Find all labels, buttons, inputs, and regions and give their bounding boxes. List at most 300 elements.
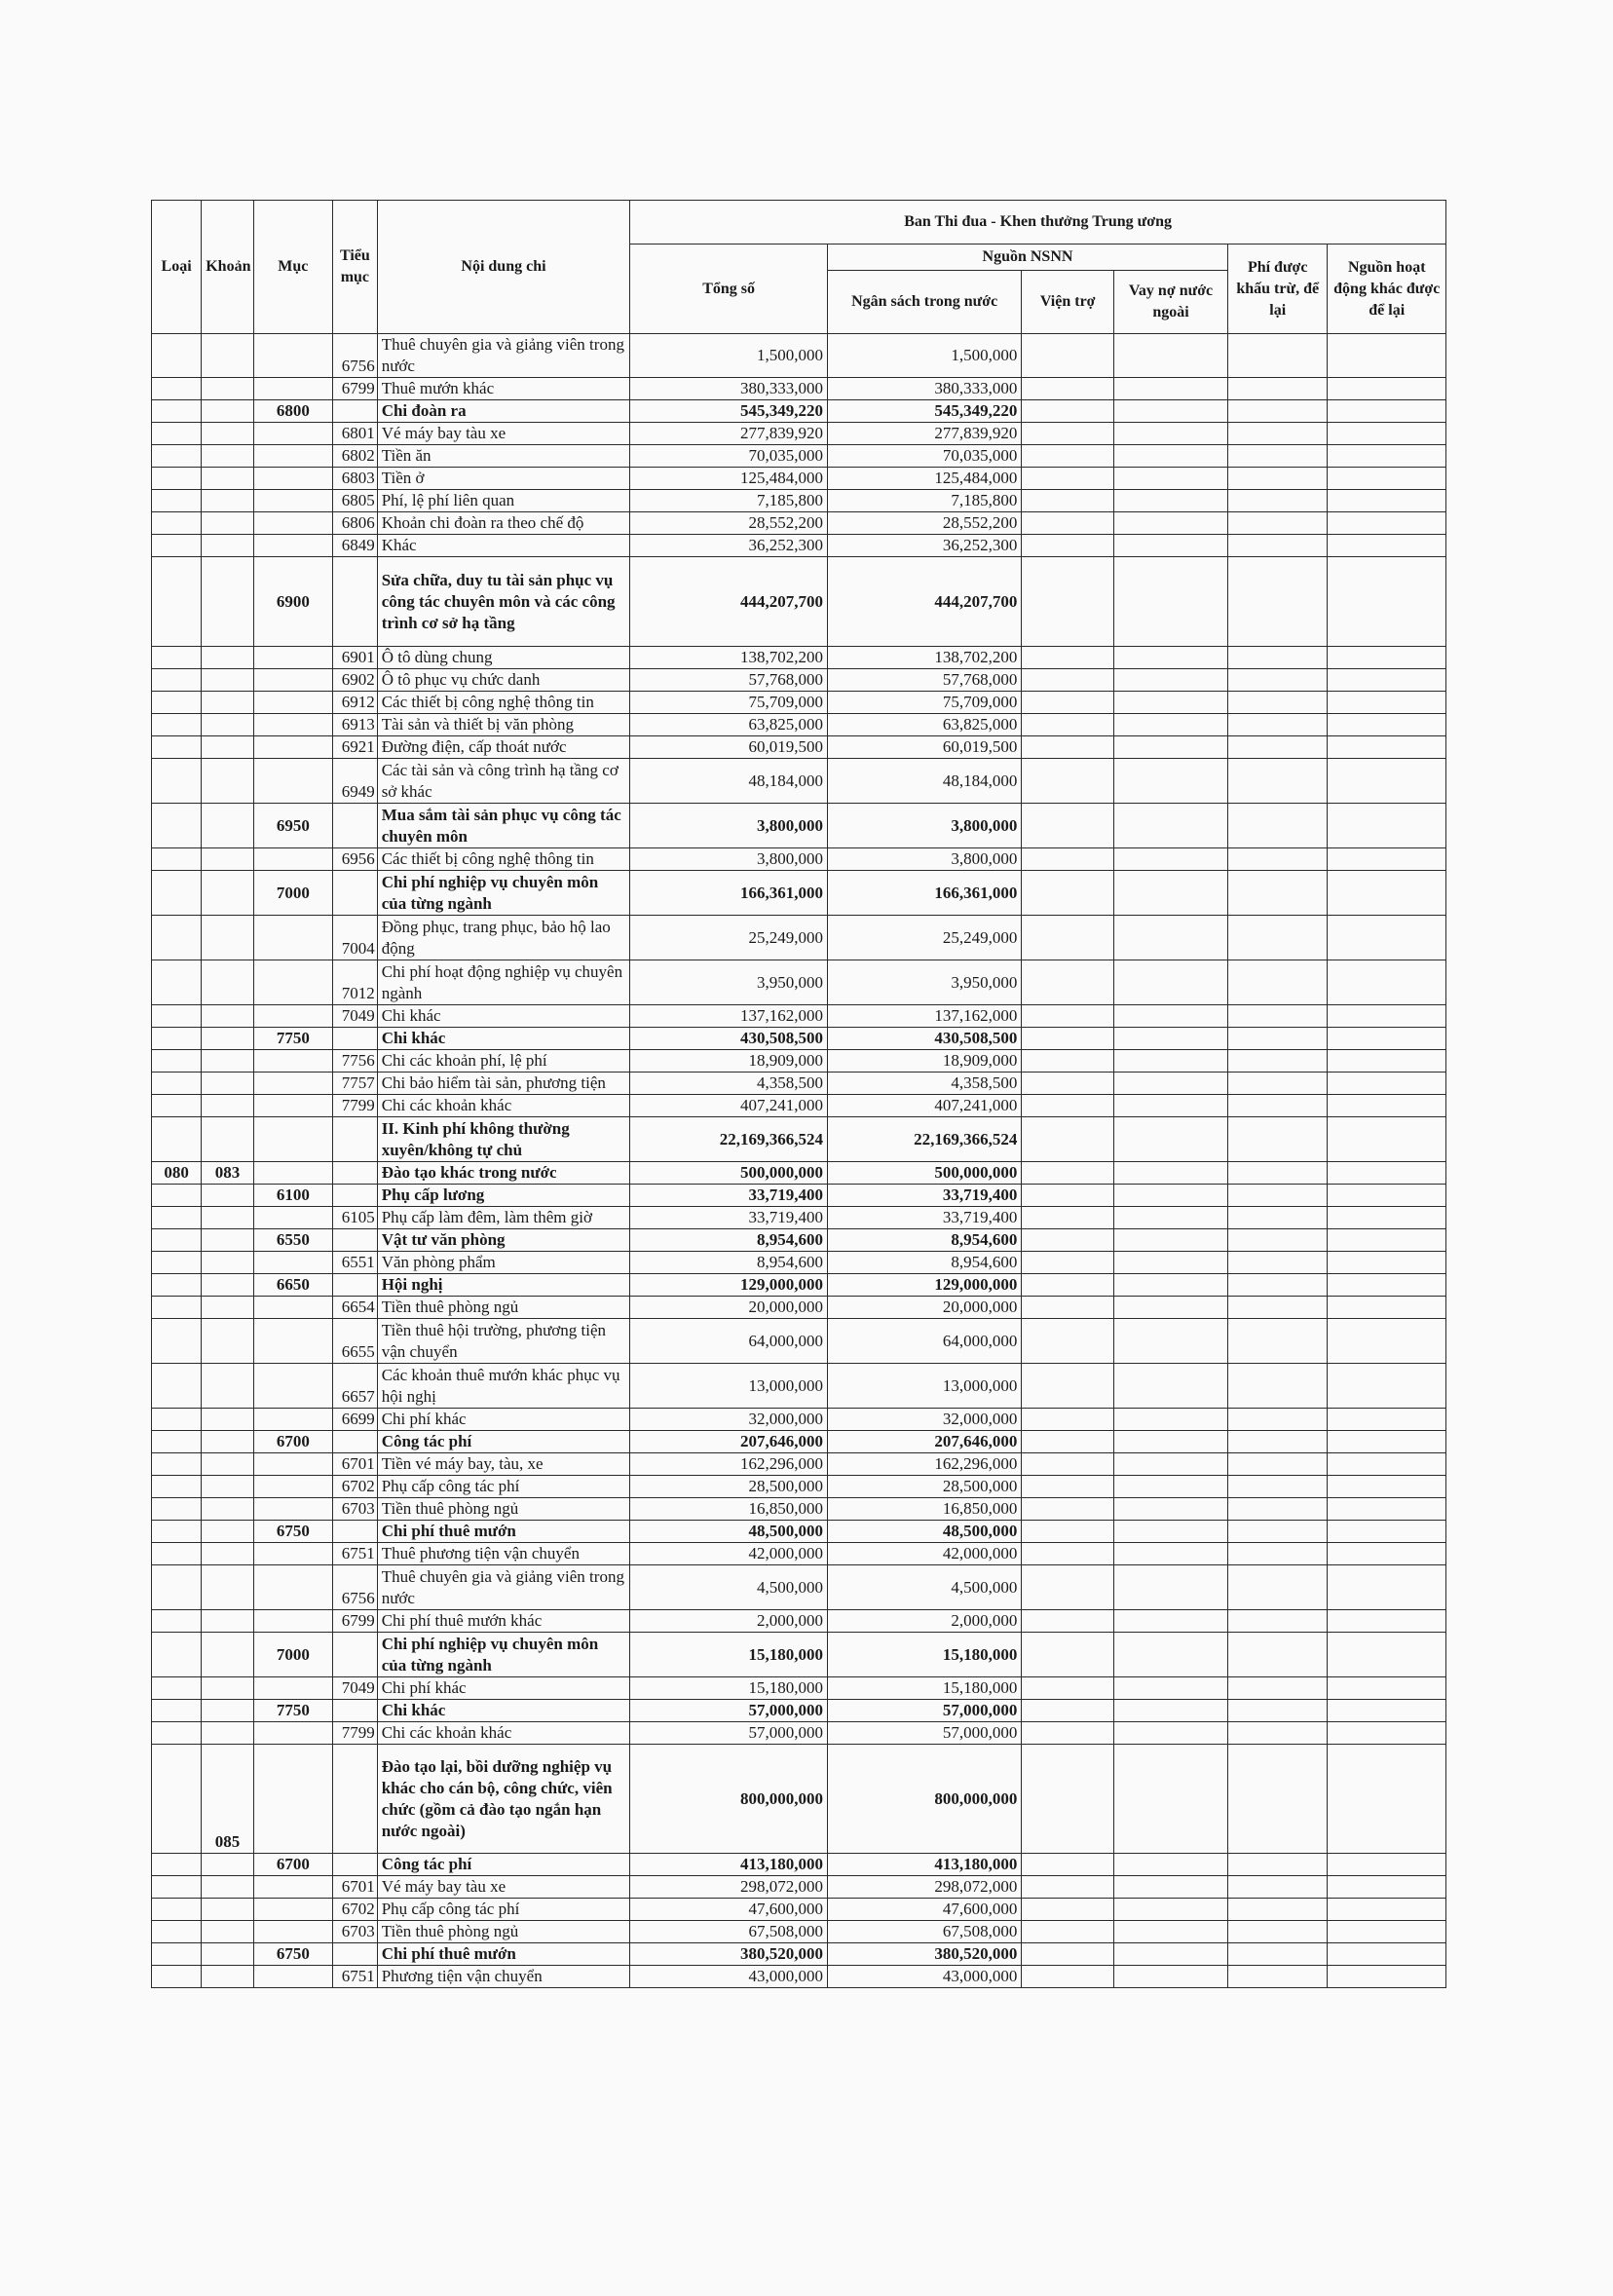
noi-dung-cell: Thuê chuyên gia và giảng viên trong nước — [377, 1565, 630, 1610]
phi-duoc-cell — [1227, 647, 1327, 669]
loai-cell — [152, 1431, 202, 1453]
nguon-khac-cell — [1328, 1876, 1446, 1899]
vien-tro-cell — [1022, 1633, 1114, 1677]
tieu-muc-cell — [333, 1700, 378, 1722]
loai-cell — [152, 1252, 202, 1274]
vien-tro-cell — [1022, 1364, 1114, 1409]
vien-tro-cell — [1022, 1095, 1114, 1117]
table-row — [152, 1899, 1446, 1921]
tieu-muc-cell: 6803 — [333, 468, 378, 490]
khoan-cell — [202, 848, 253, 871]
vay-no-cell — [1114, 1854, 1228, 1876]
muc-cell: 7000 — [253, 1633, 332, 1677]
nguon-khac-cell — [1328, 759, 1446, 804]
header-ngan-sach: Ngân sách trong nước — [827, 271, 1021, 334]
phi-duoc-cell — [1227, 1185, 1327, 1207]
tong-so-cell: 8,954,600 — [630, 1252, 828, 1274]
table-row — [152, 1521, 1446, 1543]
khoan-cell — [202, 1565, 253, 1610]
muc-cell — [253, 1005, 332, 1028]
ngan-sach-cell: 47,600,000 — [827, 1899, 1021, 1921]
loai-cell — [152, 692, 202, 714]
muc-cell — [253, 490, 332, 512]
loai-cell — [152, 378, 202, 400]
loai-cell — [152, 1921, 202, 1943]
ngan-sach-cell: 500,000,000 — [827, 1162, 1021, 1185]
nguon-khac-cell — [1328, 1476, 1446, 1498]
phi-duoc-cell — [1227, 1453, 1327, 1476]
muc-cell: 7000 — [253, 871, 332, 916]
tong-so-cell: 407,241,000 — [630, 1095, 828, 1117]
muc-cell: 7750 — [253, 1700, 332, 1722]
table-row — [152, 1409, 1446, 1431]
khoan-cell — [202, 669, 253, 692]
tieu-muc-cell: 6654 — [333, 1297, 378, 1319]
loai-cell — [152, 1876, 202, 1899]
table-row — [152, 334, 1446, 378]
tong-so-cell: 57,000,000 — [630, 1700, 828, 1722]
khoan-cell — [202, 1943, 253, 1966]
nguon-khac-cell — [1328, 535, 1446, 557]
muc-cell: 6550 — [253, 1229, 332, 1252]
vien-tro-cell — [1022, 1073, 1114, 1095]
muc-cell — [253, 1364, 332, 1409]
muc-cell — [253, 1498, 332, 1521]
noi-dung-cell: Các khoản thuê mướn khác phục vụ hội nghị — [377, 1364, 630, 1409]
vay-no-cell — [1114, 334, 1228, 378]
khoan-cell — [202, 1252, 253, 1274]
table-row — [152, 1073, 1446, 1095]
header-nguon-hoat-dong: Nguồn hoạt động khác được để lại — [1328, 245, 1446, 334]
ngan-sach-cell: 2,000,000 — [827, 1610, 1021, 1633]
vay-no-cell — [1114, 1297, 1228, 1319]
loai-cell — [152, 1073, 202, 1095]
muc-cell — [253, 1899, 332, 1921]
khoan-cell — [202, 1966, 253, 1988]
loai-cell — [152, 871, 202, 916]
ngan-sach-cell: 4,358,500 — [827, 1073, 1021, 1095]
tong-so-cell: 43,000,000 — [630, 1966, 828, 1988]
tieu-muc-cell: 6702 — [333, 1899, 378, 1921]
table-row — [152, 759, 1446, 804]
table-row — [152, 378, 1446, 400]
vien-tro-cell — [1022, 1409, 1114, 1431]
tong-so-cell: 413,180,000 — [630, 1854, 828, 1876]
vien-tro-cell — [1022, 1050, 1114, 1073]
tieu-muc-cell: 6921 — [333, 736, 378, 759]
tong-so-cell: 57,768,000 — [630, 669, 828, 692]
tong-so-cell: 380,333,000 — [630, 378, 828, 400]
nguon-khac-cell — [1328, 916, 1446, 960]
vay-no-cell — [1114, 1476, 1228, 1498]
vay-no-cell — [1114, 1543, 1228, 1565]
khoan-cell — [202, 490, 253, 512]
noi-dung-cell: Chi các khoản khác — [377, 1722, 630, 1745]
tong-so-cell: 75,709,000 — [630, 692, 828, 714]
phi-duoc-cell — [1227, 1854, 1327, 1876]
nguon-khac-cell — [1328, 960, 1446, 1005]
khoan-cell — [202, 1921, 253, 1943]
phi-duoc-cell — [1227, 1252, 1327, 1274]
loai-cell — [152, 669, 202, 692]
phi-duoc-cell — [1227, 669, 1327, 692]
table-row — [152, 1677, 1446, 1700]
tong-so-cell: 13,000,000 — [630, 1364, 828, 1409]
vien-tro-cell — [1022, 1207, 1114, 1229]
muc-cell — [253, 535, 332, 557]
vien-tro-cell — [1022, 1252, 1114, 1274]
nguon-khac-cell — [1328, 804, 1446, 848]
table-row — [152, 1966, 1446, 1988]
tieu-muc-cell: 6701 — [333, 1453, 378, 1476]
nguon-khac-cell — [1328, 1854, 1446, 1876]
phi-duoc-cell — [1227, 1050, 1327, 1073]
loai-cell — [152, 1854, 202, 1876]
nguon-khac-cell — [1328, 1745, 1446, 1854]
phi-duoc-cell — [1227, 1921, 1327, 1943]
table-row — [152, 960, 1446, 1005]
tieu-muc-cell: 7012 — [333, 960, 378, 1005]
header-nguon-nsnn: Nguồn NSNN — [827, 245, 1227, 271]
tieu-muc-cell: 6912 — [333, 692, 378, 714]
phi-duoc-cell — [1227, 1745, 1327, 1854]
ngan-sach-cell: 207,646,000 — [827, 1431, 1021, 1453]
noi-dung-cell: Các thiết bị công nghệ thông tin — [377, 848, 630, 871]
vay-no-cell — [1114, 1005, 1228, 1028]
muc-cell — [253, 1162, 332, 1185]
vien-tro-cell — [1022, 714, 1114, 736]
table-row — [152, 1610, 1446, 1633]
ngan-sach-cell: 20,000,000 — [827, 1297, 1021, 1319]
table-row — [152, 848, 1446, 871]
muc-cell — [253, 512, 332, 535]
ngan-sach-cell: 33,719,400 — [827, 1185, 1021, 1207]
ngan-sach-cell: 3,950,000 — [827, 960, 1021, 1005]
phi-duoc-cell — [1227, 1073, 1327, 1095]
ngan-sach-cell: 166,361,000 — [827, 871, 1021, 916]
table-row — [152, 1005, 1446, 1028]
khoan-cell — [202, 400, 253, 423]
ngan-sach-cell: 28,552,200 — [827, 512, 1021, 535]
khoan-cell — [202, 1297, 253, 1319]
header-vien-tro: Viện trợ — [1022, 271, 1114, 334]
muc-cell — [253, 334, 332, 378]
noi-dung-cell: Vật tư văn phòng — [377, 1229, 630, 1252]
noi-dung-cell: Chi phí khác — [377, 1409, 630, 1431]
header-agency: Ban Thi đua - Khen thưởng Trung ương — [630, 201, 1446, 245]
muc-cell — [253, 960, 332, 1005]
vay-no-cell — [1114, 1565, 1228, 1610]
noi-dung-cell: Thuê phương tiện vận chuyển — [377, 1543, 630, 1565]
ngan-sach-cell: 413,180,000 — [827, 1854, 1021, 1876]
vien-tro-cell — [1022, 848, 1114, 871]
vien-tro-cell — [1022, 1876, 1114, 1899]
tong-so-cell: 15,180,000 — [630, 1677, 828, 1700]
noi-dung-cell: Chi bảo hiểm tài sản, phương tiện — [377, 1073, 630, 1095]
tieu-muc-cell — [333, 1854, 378, 1876]
tieu-muc-cell: 7049 — [333, 1677, 378, 1700]
vien-tro-cell — [1022, 1943, 1114, 1966]
tong-so-cell: 800,000,000 — [630, 1745, 828, 1854]
loai-cell — [152, 557, 202, 647]
tong-so-cell: 7,185,800 — [630, 490, 828, 512]
phi-duoc-cell — [1227, 1876, 1327, 1899]
khoan-cell — [202, 960, 253, 1005]
muc-cell — [253, 1677, 332, 1700]
nguon-khac-cell — [1328, 1185, 1446, 1207]
loai-cell — [152, 960, 202, 1005]
vay-no-cell — [1114, 759, 1228, 804]
header-phi-duoc: Phí được khấu trừ, để lại — [1227, 245, 1327, 334]
khoan-cell — [202, 1498, 253, 1521]
tong-so-cell: 298,072,000 — [630, 1876, 828, 1899]
khoan-cell — [202, 692, 253, 714]
loai-cell — [152, 1476, 202, 1498]
noi-dung-cell: Văn phòng phẩm — [377, 1252, 630, 1274]
ngan-sach-cell: 57,000,000 — [827, 1700, 1021, 1722]
phi-duoc-cell — [1227, 1722, 1327, 1745]
tong-so-cell: 430,508,500 — [630, 1028, 828, 1050]
table-row — [152, 557, 1446, 647]
vay-no-cell — [1114, 871, 1228, 916]
tong-so-cell: 380,520,000 — [630, 1943, 828, 1966]
vien-tro-cell — [1022, 1722, 1114, 1745]
table-row — [152, 1876, 1446, 1899]
loai-cell — [152, 714, 202, 736]
phi-duoc-cell — [1227, 468, 1327, 490]
phi-duoc-cell — [1227, 916, 1327, 960]
tieu-muc-cell: 6799 — [333, 378, 378, 400]
nguon-khac-cell — [1328, 1722, 1446, 1745]
khoan-cell — [202, 1854, 253, 1876]
table-row — [152, 1453, 1446, 1476]
muc-cell — [253, 647, 332, 669]
loai-cell — [152, 1207, 202, 1229]
loai-cell — [152, 1633, 202, 1677]
table-row — [152, 692, 1446, 714]
ngan-sach-cell: 13,000,000 — [827, 1364, 1021, 1409]
nguon-khac-cell — [1328, 1966, 1446, 1988]
noi-dung-cell: Chi các khoản khác — [377, 1095, 630, 1117]
nguon-khac-cell — [1328, 1899, 1446, 1921]
khoan-cell — [202, 1453, 253, 1476]
tong-so-cell: 3,800,000 — [630, 848, 828, 871]
khoan-cell — [202, 1028, 253, 1050]
khoan-cell — [202, 1899, 253, 1921]
vay-no-cell — [1114, 1521, 1228, 1543]
tong-so-cell: 16,850,000 — [630, 1498, 828, 1521]
muc-cell: 6100 — [253, 1185, 332, 1207]
ngan-sach-cell: 57,768,000 — [827, 669, 1021, 692]
nguon-khac-cell — [1328, 1453, 1446, 1476]
loai-cell — [152, 1521, 202, 1543]
table-row — [152, 1162, 1446, 1185]
muc-cell — [253, 916, 332, 960]
tong-so-cell: 63,825,000 — [630, 714, 828, 736]
khoan-cell — [202, 1229, 253, 1252]
phi-duoc-cell — [1227, 714, 1327, 736]
loai-cell — [152, 1677, 202, 1700]
tieu-muc-cell: 6551 — [333, 1252, 378, 1274]
nguon-khac-cell — [1328, 1162, 1446, 1185]
nguon-khac-cell — [1328, 445, 1446, 468]
vien-tro-cell — [1022, 400, 1114, 423]
tieu-muc-cell: 6956 — [333, 848, 378, 871]
tong-so-cell: 33,719,400 — [630, 1185, 828, 1207]
table-row — [152, 1431, 1446, 1453]
ngan-sach-cell: 3,800,000 — [827, 848, 1021, 871]
vien-tro-cell — [1022, 1453, 1114, 1476]
noi-dung-cell: Chi khác — [377, 1028, 630, 1050]
loai-cell — [152, 1095, 202, 1117]
vien-tro-cell — [1022, 334, 1114, 378]
table-row — [152, 916, 1446, 960]
vien-tro-cell — [1022, 1431, 1114, 1453]
muc-cell — [253, 1050, 332, 1073]
ngan-sach-cell: 125,484,000 — [827, 468, 1021, 490]
loai-cell — [152, 334, 202, 378]
phi-duoc-cell — [1227, 1028, 1327, 1050]
loai-cell — [152, 1722, 202, 1745]
table-row — [152, 1117, 1446, 1162]
khoan-cell — [202, 378, 253, 400]
loai-cell — [152, 1498, 202, 1521]
khoan-cell — [202, 1005, 253, 1028]
vien-tro-cell — [1022, 1854, 1114, 1876]
noi-dung-cell: Phụ cấp làm đêm, làm thêm giờ — [377, 1207, 630, 1229]
tieu-muc-cell: 6703 — [333, 1498, 378, 1521]
khoan-cell — [202, 736, 253, 759]
khoan-cell — [202, 1722, 253, 1745]
phi-duoc-cell — [1227, 1966, 1327, 1988]
muc-cell — [253, 759, 332, 804]
table-row — [152, 1050, 1446, 1073]
khoan-cell — [202, 714, 253, 736]
tieu-muc-cell: 6801 — [333, 423, 378, 445]
khoan-cell — [202, 1073, 253, 1095]
vay-no-cell — [1114, 1745, 1228, 1854]
ngan-sach-cell: 16,850,000 — [827, 1498, 1021, 1521]
muc-cell — [253, 1722, 332, 1745]
vien-tro-cell — [1022, 669, 1114, 692]
vien-tro-cell — [1022, 1162, 1114, 1185]
tong-so-cell: 36,252,300 — [630, 535, 828, 557]
tieu-muc-cell — [333, 871, 378, 916]
nguon-khac-cell — [1328, 378, 1446, 400]
muc-cell — [253, 1319, 332, 1364]
vien-tro-cell — [1022, 1297, 1114, 1319]
vien-tro-cell — [1022, 871, 1114, 916]
noi-dung-cell: Khác — [377, 535, 630, 557]
vien-tro-cell — [1022, 1005, 1114, 1028]
tieu-muc-cell: 7799 — [333, 1095, 378, 1117]
vien-tro-cell — [1022, 1610, 1114, 1633]
tieu-muc-cell: 6756 — [333, 1565, 378, 1610]
tong-so-cell: 48,500,000 — [630, 1521, 828, 1543]
muc-cell — [253, 1297, 332, 1319]
table-row — [152, 1274, 1446, 1297]
vay-no-cell — [1114, 1453, 1228, 1476]
phi-duoc-cell — [1227, 1521, 1327, 1543]
tong-so-cell: 1,500,000 — [630, 334, 828, 378]
muc-cell — [253, 714, 332, 736]
muc-cell: 6750 — [253, 1521, 332, 1543]
nguon-khac-cell — [1328, 1207, 1446, 1229]
tong-so-cell: 129,000,000 — [630, 1274, 828, 1297]
nguon-khac-cell — [1328, 692, 1446, 714]
ngan-sach-cell: 22,169,366,524 — [827, 1117, 1021, 1162]
loai-cell — [152, 1453, 202, 1476]
phi-duoc-cell — [1227, 1700, 1327, 1722]
phi-duoc-cell — [1227, 557, 1327, 647]
khoan-cell — [202, 1274, 253, 1297]
noi-dung-cell: Khoản chi đoàn ra theo chế độ — [377, 512, 630, 535]
muc-cell: 6700 — [253, 1854, 332, 1876]
nguon-khac-cell — [1328, 848, 1446, 871]
vay-no-cell — [1114, 647, 1228, 669]
vien-tro-cell — [1022, 759, 1114, 804]
tieu-muc-cell: 6849 — [333, 535, 378, 557]
tieu-muc-cell — [333, 1185, 378, 1207]
loai-cell — [152, 848, 202, 871]
tieu-muc-cell — [333, 804, 378, 848]
vay-no-cell — [1114, 1498, 1228, 1521]
tong-so-cell: 137,162,000 — [630, 1005, 828, 1028]
nguon-khac-cell — [1328, 1028, 1446, 1050]
tong-so-cell: 42,000,000 — [630, 1543, 828, 1565]
ngan-sach-cell: 70,035,000 — [827, 445, 1021, 468]
tieu-muc-cell: 6699 — [333, 1409, 378, 1431]
vay-no-cell — [1114, 1899, 1228, 1921]
vay-no-cell — [1114, 1050, 1228, 1073]
tieu-muc-cell: 6802 — [333, 445, 378, 468]
vay-no-cell — [1114, 535, 1228, 557]
noi-dung-cell: Tiền thuê phòng ngủ — [377, 1297, 630, 1319]
nguon-khac-cell — [1328, 736, 1446, 759]
noi-dung-cell: Sửa chữa, duy tu tài sản phục vụ công tác chuyên môn và các công trình cơ sở hạ tầng — [377, 557, 630, 647]
tieu-muc-cell — [333, 1028, 378, 1050]
vay-no-cell — [1114, 1252, 1228, 1274]
vay-no-cell — [1114, 1700, 1228, 1722]
nguon-khac-cell — [1328, 1677, 1446, 1700]
phi-duoc-cell — [1227, 1117, 1327, 1162]
tieu-muc-cell: 7049 — [333, 1005, 378, 1028]
phi-duoc-cell — [1227, 535, 1327, 557]
phi-duoc-cell — [1227, 1409, 1327, 1431]
table-row — [152, 1700, 1446, 1722]
phi-duoc-cell — [1227, 1633, 1327, 1677]
vien-tro-cell — [1022, 490, 1114, 512]
loai-cell — [152, 1409, 202, 1431]
ngan-sach-cell: 7,185,800 — [827, 490, 1021, 512]
khoan-cell — [202, 1095, 253, 1117]
table-row — [152, 647, 1446, 669]
phi-duoc-cell — [1227, 759, 1327, 804]
tieu-muc-cell — [333, 557, 378, 647]
loai-cell — [152, 1899, 202, 1921]
muc-cell — [253, 445, 332, 468]
tieu-muc-cell: 7799 — [333, 1722, 378, 1745]
phi-duoc-cell — [1227, 1319, 1327, 1364]
table-row — [152, 1028, 1446, 1050]
loai-cell — [152, 916, 202, 960]
khoan-cell — [202, 1876, 253, 1899]
khoan-cell — [202, 512, 253, 535]
phi-duoc-cell — [1227, 1207, 1327, 1229]
ngan-sach-cell: 28,500,000 — [827, 1476, 1021, 1498]
tong-so-cell: 15,180,000 — [630, 1633, 828, 1677]
noi-dung-cell: Đào tạo lại, bồi dưỡng nghiệp vụ khác cho cán bộ, công chức, viên chức (gồm cả đào tạo ngắn hạn nước ngoài) — [377, 1745, 630, 1854]
